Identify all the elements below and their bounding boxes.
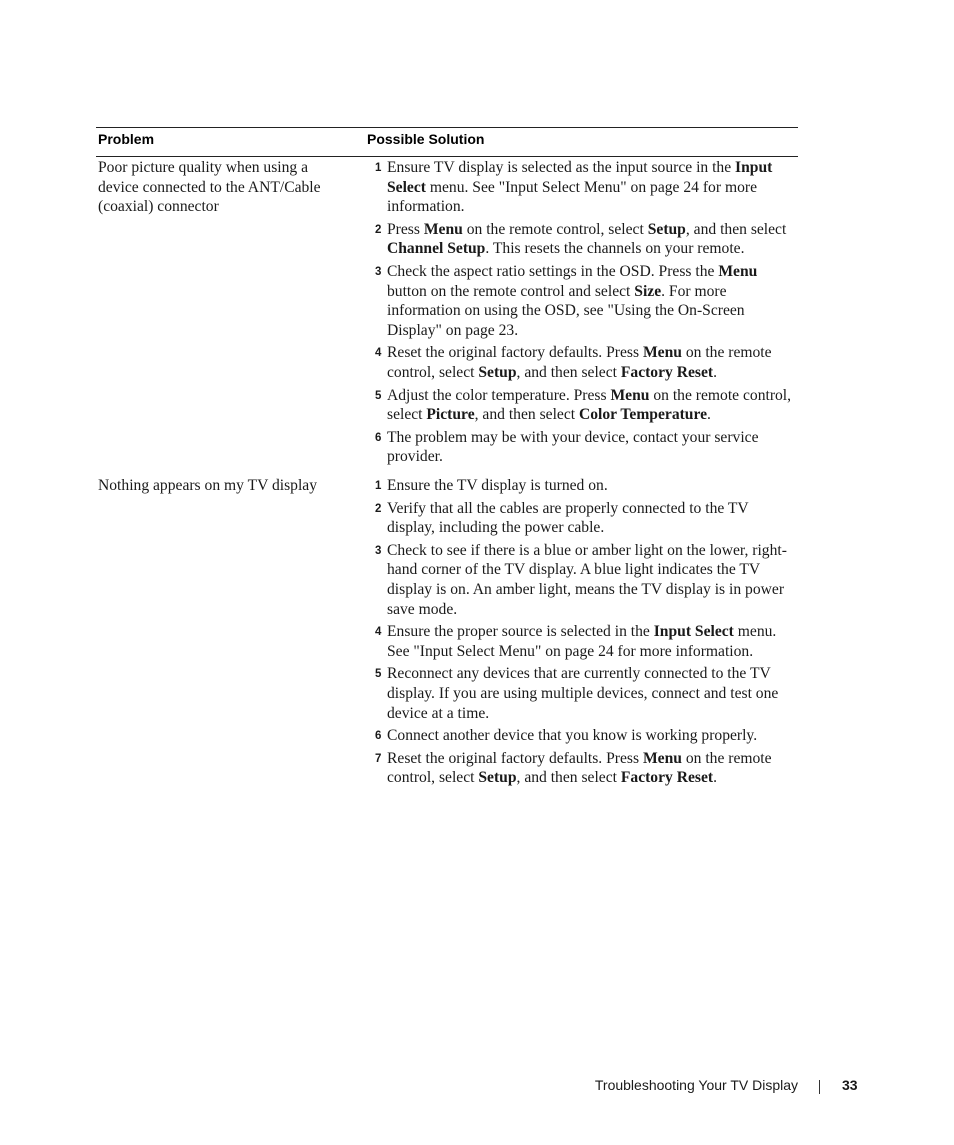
step-number: 5 <box>375 668 382 681</box>
solution-step <box>375 476 795 496</box>
step-text: Ensure TV display is selected as the input source in the Input Select menu. See "Input Select Menu" on page 24 for more information. <box>387 159 773 216</box>
step-number: 2 <box>375 223 382 236</box>
problem-text: Poor picture quality when using a device connected to the ANT/Cable (coaxial) connector <box>98 159 321 216</box>
solution-step <box>375 262 795 340</box>
table-row <box>96 476 798 796</box>
header-problem: Problem <box>98 131 155 147</box>
page-number: 33 <box>842 1077 858 1093</box>
step-number: 3 <box>375 265 382 278</box>
step-number: 4 <box>375 347 382 360</box>
step-text: Adjust the color temperature. Press Menu on the remote control, select Picture, and then select Color Temperature. <box>387 386 792 424</box>
step-number: 3 <box>375 544 382 557</box>
step-text: Reconnect any devices that are currently connected to the TV display. If you are using multiple devices, connect and test one device at a time. <box>387 665 779 722</box>
solution-step <box>375 386 795 425</box>
step-number: 7 <box>375 752 382 765</box>
step-number: 2 <box>375 502 382 515</box>
solution-step <box>375 499 795 538</box>
footer-divider <box>819 1080 820 1094</box>
solution-steps <box>375 476 795 791</box>
solution-steps <box>375 158 795 470</box>
solution-step <box>375 541 795 619</box>
solution-step <box>375 428 795 467</box>
step-text: Ensure the TV display is turned on. <box>387 477 608 494</box>
solution-step <box>375 343 795 382</box>
step-text: The problem may be with your device, contact your service provider. <box>387 428 759 466</box>
solution-step <box>375 749 795 788</box>
header-possible-solution: Possible Solution <box>367 131 485 147</box>
step-text: Check the aspect ratio settings in the OSD. Press the Menu button on the remote control and select Size. For more information on using the OSD, see "Using the On-Screen Display" on page 23. <box>387 262 758 339</box>
solution-step <box>375 158 795 217</box>
step-number: 5 <box>375 389 382 402</box>
step-text: Check to see if there is a blue or amber light on the lower, right-hand corner of the TV display. A blue light indicates the TV display is on. An amber light, means the TV display is in power save mode. <box>387 541 787 618</box>
problem-text: Nothing appears on my TV display <box>98 477 318 494</box>
solution-step <box>375 726 795 746</box>
solution-step <box>375 220 795 259</box>
step-text: Reset the original factory defaults. Press Menu on the remote control, select Setup, and then select Factory Reset. <box>387 749 772 787</box>
step-text: Reset the original factory defaults. Press Menu on the remote control, select Setup, and then select Factory Reset. <box>387 344 772 381</box>
step-number: 6 <box>375 730 382 743</box>
table-header <box>96 127 798 157</box>
step-text: Ensure the proper source is selected in the Input Select menu. See "Input Select Menu" on page 24 for more information. <box>387 623 777 660</box>
footer-section-title: Troubleshooting Your TV Display <box>594 1077 798 1093</box>
step-number: 6 <box>375 431 382 444</box>
step-text: Press Menu on the remote control, select Setup, and then select Channel Setup. This resets the channels on your remote. <box>387 220 787 258</box>
step-number: 1 <box>375 480 382 492</box>
step-text: Connect another device that you know is working properly. <box>387 727 758 745</box>
step-text: Verify that all the cables are properly connected to the TV display, including the power cable. <box>387 499 749 537</box>
step-number: 4 <box>375 626 382 639</box>
troubleshooting-table <box>96 127 798 787</box>
table-row <box>96 158 798 473</box>
solution-step <box>375 664 795 723</box>
solution-step <box>375 622 795 661</box>
page-footer <box>0 1077 954 1097</box>
step-number: 1 <box>375 162 382 174</box>
